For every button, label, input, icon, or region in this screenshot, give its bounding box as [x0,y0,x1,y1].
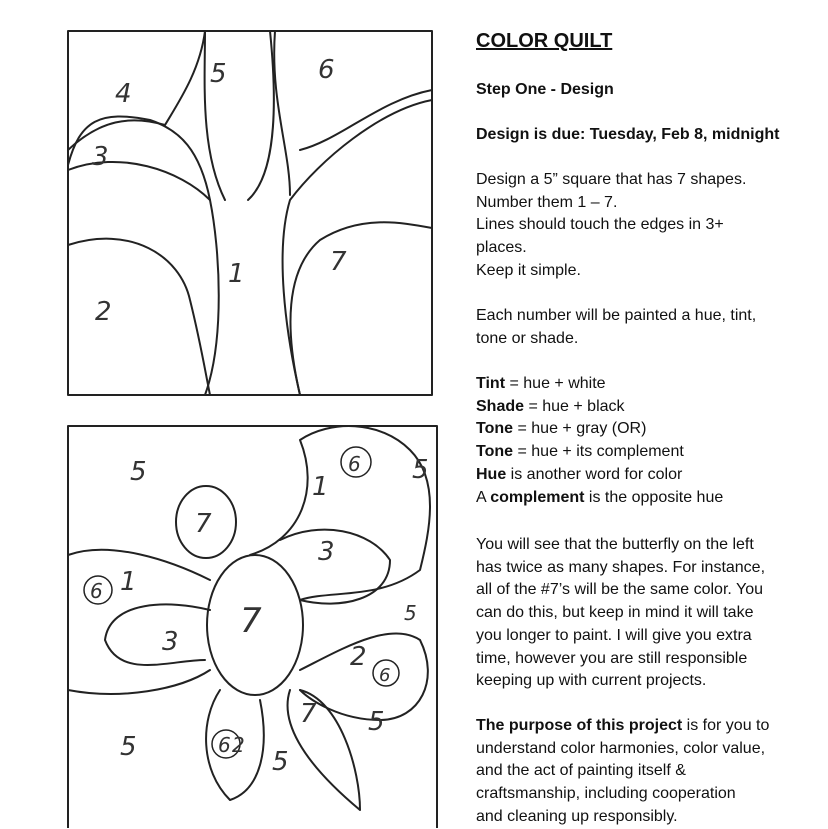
definition-tone: Tone = hue + gray (OR) [476,420,647,438]
butterfly-label: 5 [412,455,429,485]
definition-shade: Shade = hue + black [476,397,625,415]
instruction-line: places. [476,239,527,257]
butterfly-label: 6 [348,452,361,476]
text-line: and cleaning up responsibly. [476,807,678,825]
due-date: Design is due: Tuesday, Feb 8, midnight [476,126,780,143]
tree-label: 1 [228,259,245,289]
butterfly-label: 5 [130,457,147,487]
text-line: tone or shade. [476,329,579,347]
tree-label: 3 [92,142,109,172]
each-number-block [476,305,756,350]
definition-hue: Hue is another word for color [476,465,683,483]
text-line: you longer to paint. I will give you extra [476,626,752,644]
text-line: Each number will be painted a hue, tint, [476,307,757,324]
tree-label: 4 [115,79,132,109]
text-line: all of the #7’s will be the same color. You [476,581,763,599]
butterfly-note-block [476,534,765,693]
instruction-line: Lines should touch the edges in 3+ [476,216,724,234]
tree-label: 6 [318,55,335,85]
text-line: has twice as many shapes. For instance, [476,558,766,576]
butterfly-label: 7 [300,699,317,729]
tree-sketch [68,31,432,395]
text-line: You will see that the butterfly on the left [476,536,754,553]
butterfly-label: 3 [318,537,335,567]
text-line: can do this, but keep in mind it will take [476,604,754,622]
tree-label: 5 [210,59,227,89]
instructions-block [476,169,746,283]
butterfly-label: 6 [379,665,391,686]
instruction-line: Keep it simple. [476,261,581,279]
text-line: understand color harmonies, color value, [476,739,766,757]
butterfly-label: 7 [195,509,212,539]
butterfly-label: 5 [120,732,137,762]
butterfly-sketch [68,426,437,828]
butterfly-label: 5 [368,707,385,737]
text-line: time, however you are still responsible [476,649,748,667]
text-line: craftsmanship, including cooperation [476,785,736,803]
tree-label: 7 [330,247,347,277]
definition-complement: A complement is the opposite hue [476,488,724,506]
butterfly-label: 6 [90,579,103,603]
butterfly-label: 6 [218,733,231,757]
instruction-line: Number them 1 – 7. [476,193,618,211]
purpose-block [476,715,769,829]
definitions-block [476,373,723,509]
butterfly-label: 2 [350,642,367,672]
text-line: and the act of painting itself & [476,762,686,780]
definition-tint: Tint = hue + white [476,375,606,392]
butterfly-label: 1 [312,472,329,502]
butterfly-label: 1 [120,567,137,597]
instruction-line: Design a 5” square that has 7 shapes. [476,171,747,188]
document-title: COLOR QUILT [476,30,613,52]
definition-tone-alt: Tone = hue + its complement [476,443,684,461]
step-heading: Step One - Design [476,81,614,98]
butterfly-label: 5 [404,601,417,625]
text-line: keeping up with current projects. [476,672,707,690]
tree-label: 2 [95,297,112,327]
butterfly-label: 2 [232,733,245,757]
text-line: The purpose of this project is for you to [476,717,770,734]
butterfly-label: 7 [240,601,262,641]
butterfly-label: 5 [272,747,289,777]
butterfly-label: 3 [162,627,179,657]
